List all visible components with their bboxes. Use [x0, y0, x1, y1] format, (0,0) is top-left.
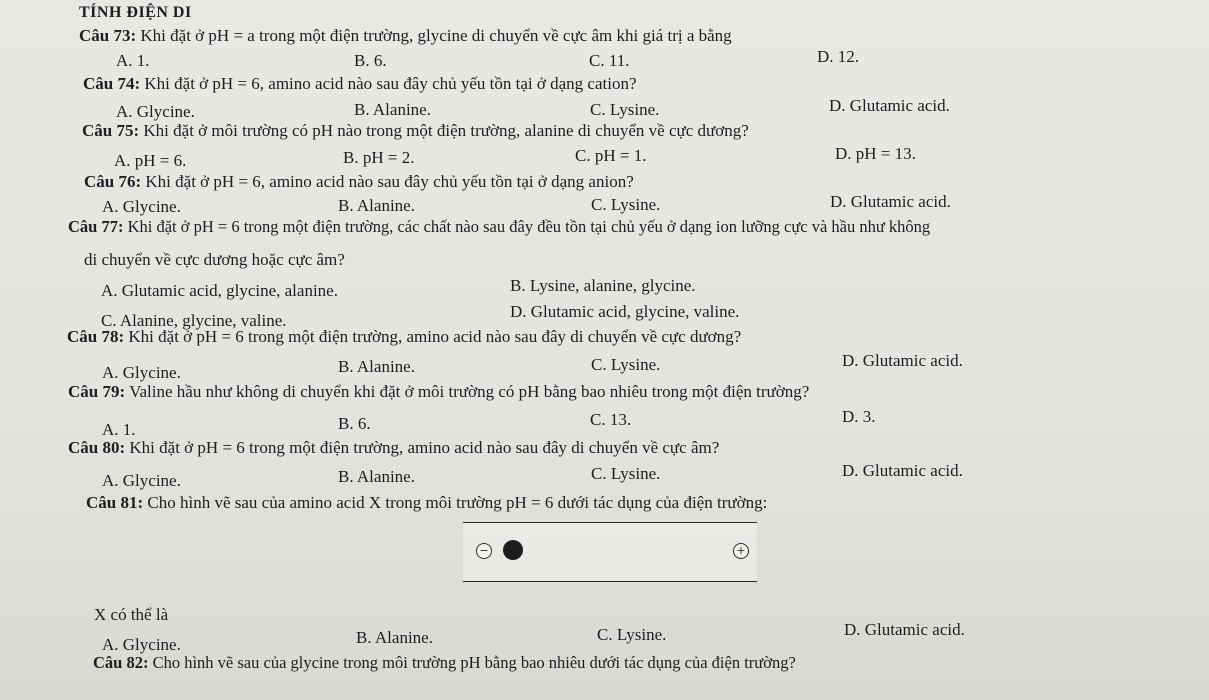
q74-option-d: D. Glutamic acid.: [829, 96, 950, 115]
q76-option-b: B. Alanine.: [338, 196, 415, 215]
q76-option-d: D. Glutamic acid.: [830, 192, 951, 211]
question-78-stem: Câu 78: Khi đặt ở pH = 6 trong một điện trường, amino acid nào sau đây di chuyển về cực dương?: [67, 327, 742, 346]
q79-option-c: C. 13.: [590, 410, 632, 429]
q80-option-d: D. Glutamic acid.: [842, 461, 963, 480]
q80-option-a: A. Glycine.: [102, 471, 181, 490]
question-81-prompt: X có thể là: [94, 605, 169, 624]
q81-option-c: C. Lysine.: [597, 625, 667, 644]
question-80-stem: Câu 80: Khi đặt ở pH = 6 trong một điện trường, amino acid nào sau đây di chuyển về cực âm?: [68, 438, 720, 457]
question-79-stem: Câu 79: Valine hầu như không di chuyển khi đặt ở môi trường có pH bằng bao nhiêu trong một điện trường?: [68, 382, 810, 401]
question-81-stem: Câu 81: Cho hình vẽ sau của amino acid X trong môi trường pH = 6 dưới tác dụng của điện trường:: [86, 493, 768, 512]
q77-option-b: B. Lysine, alanine, glycine.: [510, 276, 696, 295]
q79-option-a: A. 1.: [102, 420, 136, 439]
q74-option-b: B. Alanine.: [354, 100, 431, 119]
amino-acid-dot: [503, 540, 523, 560]
negative-electrode-icon: −: [476, 543, 492, 559]
question-73-stem: Câu 73: Khi đặt ở pH = a trong một điện trường, glycine di chuyển về cực âm khi giá trị a bằng: [79, 26, 732, 45]
question-77-stem-line-1: Câu 77: Khi đặt ở pH = 6 trong một điện trường, các chất nào sau đây đều tồn tại chủ yếu ở dạng ion lưỡng cực và hầu như không: [68, 217, 931, 236]
q73-option-c: C. 11.: [589, 51, 630, 70]
section-header: TÍNH ĐIỆN DI: [79, 4, 192, 21]
q77-option-c: C. Alanine, glycine, valine.: [101, 311, 287, 330]
q73-option-d: D. 12.: [817, 47, 860, 66]
q77-option-d: D. Glutamic acid, glycine, valine.: [510, 302, 740, 321]
q80-option-b: B. Alanine.: [338, 467, 415, 486]
q75-option-a: A. pH = 6.: [114, 151, 187, 170]
question-76-stem: Câu 76: Khi đặt ở pH = 6, amino acid nào sau đây chủ yếu tồn tại ở dạng anion?: [84, 172, 634, 191]
q80-option-c: C. Lysine.: [591, 464, 661, 483]
question-74-stem: Câu 74: Khi đặt ở pH = 6, amino acid nào sau đây chủ yếu tồn tại ở dạng cation?: [83, 74, 637, 93]
positive-electrode-icon: +: [733, 543, 749, 559]
q76-option-c: C. Lysine.: [591, 195, 661, 214]
q81-option-a: A. Glycine.: [102, 635, 181, 654]
q75-option-b: B. pH = 2.: [343, 148, 415, 167]
q78-option-c: C. Lysine.: [591, 355, 661, 374]
q76-option-a: A. Glycine.: [102, 197, 181, 216]
q77-option-a: A. Glutamic acid, glycine, alanine.: [101, 281, 338, 300]
electrophoresis-figure: [463, 522, 757, 582]
q75-option-c: C. pH = 1.: [575, 146, 647, 165]
q81-option-d: D. Glutamic acid.: [844, 620, 965, 639]
q81-option-b: B. Alanine.: [356, 628, 433, 647]
q74-option-c: C. Lysine.: [590, 100, 660, 119]
q73-option-a: A. 1.: [116, 51, 150, 70]
q78-option-a: A. Glycine.: [102, 363, 181, 382]
q75-option-d: D. pH = 13.: [835, 144, 916, 163]
q79-option-b: B. 6.: [338, 414, 371, 433]
q78-option-d: D. Glutamic acid.: [842, 351, 963, 370]
question-82-stem: Câu 82: Cho hình vẽ sau của glycine trong môi trường pH bằng bao nhiêu dưới tác dụng của điện trường?: [93, 653, 796, 672]
q73-option-b: B. 6.: [354, 51, 387, 70]
q79-option-d: D. 3.: [842, 407, 876, 426]
q74-option-a: A. Glycine.: [116, 102, 195, 121]
question-75-stem: Câu 75: Khi đặt ở môi trường có pH nào trong một điện trường, alanine di chuyển về cực dương?: [82, 121, 749, 140]
question-77-stem-line-2: di chuyển về cực dương hoặc cực âm?: [84, 250, 345, 269]
q78-option-b: B. Alanine.: [338, 357, 415, 376]
